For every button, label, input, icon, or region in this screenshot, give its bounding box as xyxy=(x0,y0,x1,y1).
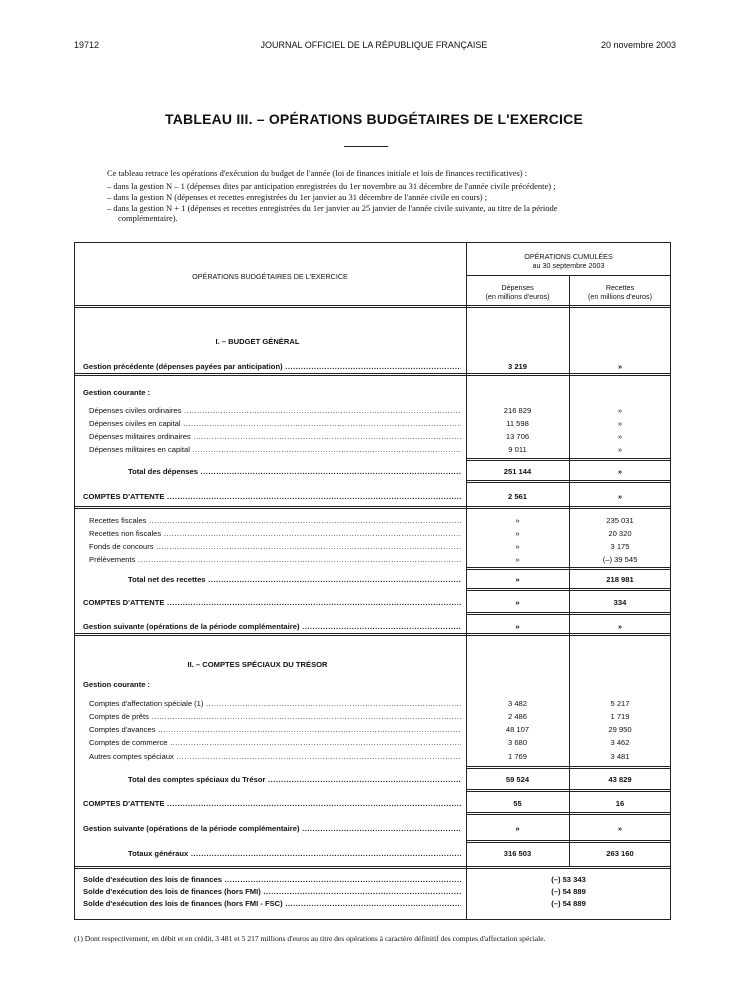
row-label: Gestion suivante (opérations de la période complémentaire) ..... xyxy=(83,824,461,833)
cell-recettes: 16 xyxy=(615,799,625,808)
column-header-group-date: au 30 septembre 2003 xyxy=(532,261,605,270)
cell-recettes: 29 950 xyxy=(608,725,632,734)
row-rule xyxy=(74,633,671,636)
column-header-operations: OPÉRATIONS BUDGÉTAIRES DE L'EXERCICE xyxy=(192,272,348,281)
row-label-solde: Solde d'exécution des lois de finances ..... xyxy=(83,875,461,884)
subtotal-rule xyxy=(466,567,671,570)
column-header-recettes-unit: (en millions d'euros) xyxy=(587,292,653,301)
cell-recettes: » xyxy=(617,445,623,454)
cell-depenses: 2 486 xyxy=(507,712,527,721)
row-label: Prélèvements ..... xyxy=(89,555,461,564)
cell-depenses: 3 680 xyxy=(507,738,527,747)
cell-depenses: » xyxy=(515,575,520,584)
subtotal-rule xyxy=(466,588,671,591)
cell-depenses: » xyxy=(515,516,520,525)
subtotal-rule xyxy=(466,789,671,792)
cell-depenses: 1 769 xyxy=(507,752,527,761)
cell-recettes: 43 829 xyxy=(608,775,632,784)
row-label: Recettes fiscales ..... xyxy=(89,516,461,525)
cell-depenses: » xyxy=(515,824,520,833)
cell-depenses: 48 107 xyxy=(505,725,530,734)
row-label: Fonds de concours ..... xyxy=(89,542,461,551)
intro-bullet: – dans la gestion N (dépenses et recettes enregistrées du 1er janvier au 31 décembre de l'année civile en cours) ; xyxy=(107,192,488,202)
cell-depenses: 55 xyxy=(513,799,522,808)
row-rule xyxy=(74,373,671,376)
cell-recettes: 235 031 xyxy=(606,516,634,525)
intro-bullet-continuation: complémentaire). xyxy=(118,213,178,223)
row-label: COMPTES D'ATTENTE ..... xyxy=(83,492,461,501)
row-label: Comptes de commerce ..... xyxy=(89,738,461,747)
intro-lead: Ce tableau retrace les opérations d'exécution du budget de l'année (loi de finances initiale et lois de finances rectificatives) : xyxy=(107,168,528,178)
row-label: Comptes d'avances ..... xyxy=(89,725,461,734)
cell-recettes: » xyxy=(617,622,623,631)
cell-recettes: » xyxy=(617,362,623,371)
row-label-total: Total des dépenses ..... xyxy=(128,467,461,476)
cell-solde: (–) 54 889 xyxy=(551,887,586,896)
cell-recettes: 3 481 xyxy=(610,752,630,761)
cell-recettes: » xyxy=(617,406,623,415)
column-header-depenses-unit: (en millions d'euros) xyxy=(485,292,550,301)
row-label-total: Totaux généraux ..... xyxy=(128,849,461,858)
cell-recettes: 1 719 xyxy=(610,712,630,721)
cell-depenses: 59 524 xyxy=(505,775,530,784)
title-divider xyxy=(344,146,388,147)
subtotal-rule xyxy=(466,840,671,843)
cell-recettes: 334 xyxy=(613,598,627,607)
cell-depenses: » xyxy=(515,622,520,631)
cell-depenses: 316 503 xyxy=(503,849,532,858)
row-label: Gestion précédente (dépenses payées par anticipation) ..... xyxy=(83,362,461,371)
row-label: Comptes de prêts ..... xyxy=(89,712,461,721)
cell-depenses: 216 829 xyxy=(503,406,532,415)
cell-depenses: » xyxy=(515,529,520,538)
cell-depenses: 11 598 xyxy=(506,419,529,428)
cell-solde: (–) 53 343 xyxy=(551,875,586,884)
section-comptes-speciaux: II. – COMPTES SPÉCIAUX DU TRÉSOR xyxy=(187,660,328,669)
cell-depenses: 13 706 xyxy=(505,432,530,441)
row-rule xyxy=(74,866,671,869)
header-bottom-rule xyxy=(74,305,671,308)
row-label: Gestion suivante (opérations de la période complémentaire) ..... xyxy=(83,622,461,631)
cell-depenses: 3 482 xyxy=(507,699,527,708)
row-label: Dépenses militaires ordinaires ..... xyxy=(89,432,461,441)
row-label: Dépenses civiles en capital ..... xyxy=(89,419,461,428)
header-rule xyxy=(466,275,671,276)
cell-depenses: 3 219 xyxy=(507,362,527,371)
cell-depenses: » xyxy=(515,542,520,551)
cell-depenses: 2 561 xyxy=(507,492,527,501)
cell-recettes: » xyxy=(617,467,623,476)
column-header-depenses: Dépenses xyxy=(501,283,534,292)
cell-recettes: (–) 39 545 xyxy=(602,555,638,564)
row-rule xyxy=(74,506,671,509)
cell-recettes: » xyxy=(617,824,623,833)
section-budget-general: I. – BUDGET GÉNÉRAL xyxy=(215,337,300,346)
cell-recettes: 218 981 xyxy=(606,575,634,584)
cell-solde: (–) 54 889 xyxy=(551,899,586,908)
row-label: Comptes d'affectation spéciale (1) ..... xyxy=(89,699,461,708)
subtotal-rule xyxy=(466,480,671,483)
row-label: Recettes non fiscales ..... xyxy=(89,529,461,538)
subtotal-rule xyxy=(466,812,671,815)
row-label: Autres comptes spéciaux ..... xyxy=(89,752,461,761)
row-label-solde: Solde d'exécution des lois de finances (hors FMI - FSC) ..... xyxy=(83,899,461,908)
column-header-recettes: Recettes xyxy=(605,283,635,292)
row-label: Gestion courante : xyxy=(83,388,151,397)
row-label-total: Total net des recettes ..... xyxy=(128,575,461,584)
row-label: COMPTES D'ATTENTE ..... xyxy=(83,598,461,607)
column-header-group: OPÉRATIONS CUMULÉES xyxy=(524,252,613,261)
row-label: Dépenses militaires en capital ..... xyxy=(89,445,461,454)
cell-depenses: 9 011 xyxy=(508,445,527,454)
cell-recettes: 3 462 xyxy=(610,738,630,747)
cell-recettes: 5 217 xyxy=(610,699,630,708)
cell-depenses: » xyxy=(515,555,520,564)
cell-recettes: 263 160 xyxy=(606,849,634,858)
intro-bullet: – dans la gestion N + 1 (dépenses et recettes enregistrées du 1er janvier au 25 janvier de l'année civile suivante, au titre de la période xyxy=(107,203,558,213)
page-title: TABLEAU III. – OPÉRATIONS BUDGÉTAIRES DE L'EXERCICE xyxy=(164,111,583,127)
subtotal-rule xyxy=(466,612,671,615)
footnote: (1) Dont respectivement, en débit et en crédit, 3 481 et 5 217 millions d'euros au titre des opérations à caractère définitif des comptes d'affectation spéciale. xyxy=(74,934,546,943)
row-label: Dépenses civiles ordinaires ..... xyxy=(89,406,461,415)
cell-recettes: » xyxy=(617,419,623,428)
cell-recettes: » xyxy=(617,492,623,501)
cell-recettes: » xyxy=(617,432,623,441)
row-label-solde: Solde d'exécution des lois de finances (hors FMI) ..... xyxy=(83,887,461,896)
intro-bullet: – dans la gestion N – 1 (dépenses dites par anticipation enregistrées du 1er novembre au 31 décembre de l'année civile précédente) ; xyxy=(107,181,556,191)
subtotal-rule xyxy=(466,766,671,769)
page-number: 19712 xyxy=(74,40,100,50)
journal-name: JOURNAL OFFICIEL DE LA RÉPUBLIQUE FRANÇAISE xyxy=(260,40,488,50)
cell-recettes: 3 175 xyxy=(610,542,630,551)
row-label: COMPTES D'ATTENTE ..... xyxy=(83,799,461,808)
row-label-total: Total des comptes spéciaux du Trésor ..... xyxy=(128,775,461,784)
issue-date: 20 novembre 2003 xyxy=(600,40,676,50)
cell-recettes: 20 320 xyxy=(608,529,632,538)
subtotal-rule xyxy=(466,458,671,461)
cell-depenses: 251 144 xyxy=(503,467,532,476)
row-label: Gestion courante : xyxy=(83,680,151,689)
cell-depenses: » xyxy=(515,598,520,607)
